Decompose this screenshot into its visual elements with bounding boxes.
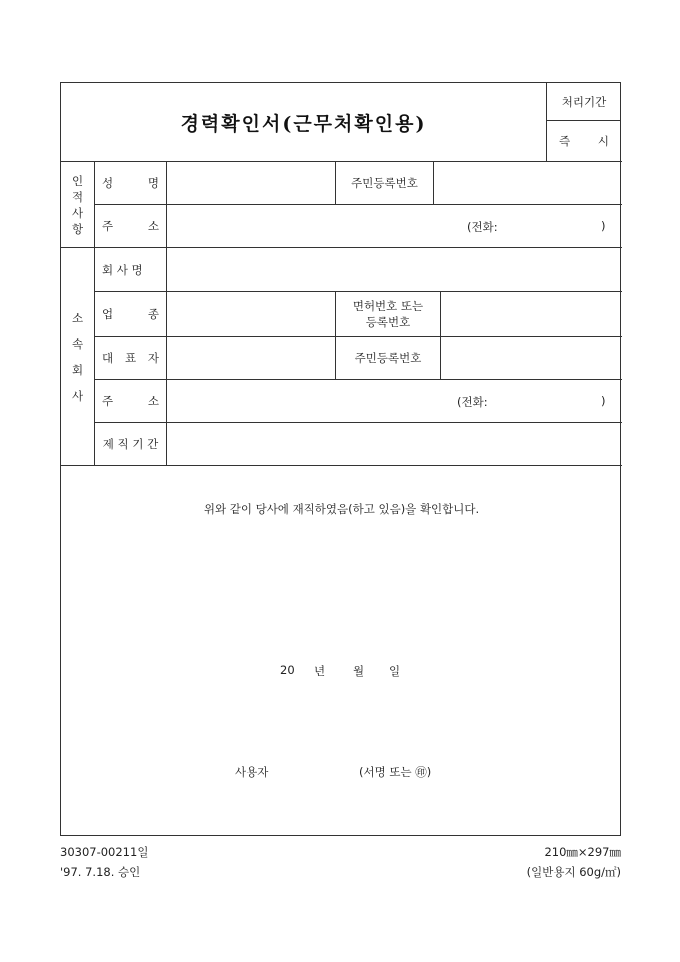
representative-field[interactable] <box>167 337 335 379</box>
license-number-label: 면허번호 또는 등록번호 <box>352 299 424 329</box>
user-label: 사용자 <box>235 765 269 779</box>
date-month: 월 <box>353 664 365 678</box>
representative-label: 대 표 자 <box>102 351 159 365</box>
company-name-field[interactable] <box>167 248 622 291</box>
business-type-field[interactable] <box>167 292 335 336</box>
date-year: 년 <box>314 664 326 678</box>
business-type-label: 업 종 <box>102 307 159 321</box>
date-day: 일 <box>389 664 401 678</box>
employment-period-field[interactable] <box>167 423 622 465</box>
address-field[interactable] <box>167 205 622 247</box>
company-phone-close: ) <box>601 394 606 408</box>
resident-number-label: 주민등록번호 <box>351 176 418 190</box>
company-address-field[interactable] <box>167 380 622 422</box>
resident-number-field[interactable] <box>434 162 622 204</box>
company-phone-label: (전화: <box>457 395 488 409</box>
address-label: 주 소 <box>102 219 159 233</box>
processing-period-label: 처리기간 <box>561 94 607 109</box>
rep-resident-number-field[interactable] <box>441 337 622 379</box>
paper-type: (일반용지 60g/㎡) <box>526 865 621 879</box>
name-label: 성 명 <box>102 176 159 190</box>
signature-note[interactable]: (서명 또는 ㊞) <box>359 765 432 779</box>
company-name-label: 회 사 명 <box>102 262 143 277</box>
company-address-label: 주 소 <box>102 394 159 408</box>
paper-size: 210㎜×297㎜ <box>544 845 621 859</box>
form-title: 경력확인서(근무처확인용) <box>180 112 427 135</box>
signature-line <box>61 764 622 784</box>
processing-period-value: 즉 시 <box>559 134 609 148</box>
form-code: 30307-00211일 <box>60 845 149 859</box>
confirmation-statement: 위와 같이 당사에 재직하였음(하고 있음)을 확인합니다. <box>203 502 480 516</box>
company-section-label: 소 속 회 사 <box>71 310 84 403</box>
employment-period-label: 제 직 기 간 <box>102 437 159 451</box>
approval-date: '97. 7.18. 승인 <box>60 865 141 879</box>
date-line <box>61 663 622 683</box>
license-number-field[interactable] <box>441 292 622 336</box>
career-certificate-form <box>60 82 621 836</box>
name-field[interactable] <box>167 162 335 204</box>
rep-resident-number-label: 주민등록번호 <box>354 351 422 365</box>
phone-label: (전화: <box>467 220 498 234</box>
phone-close: ) <box>601 219 606 233</box>
personal-info-section-label: 인 적 사 항 <box>71 173 84 236</box>
date-year-prefix: 20 <box>280 663 295 677</box>
